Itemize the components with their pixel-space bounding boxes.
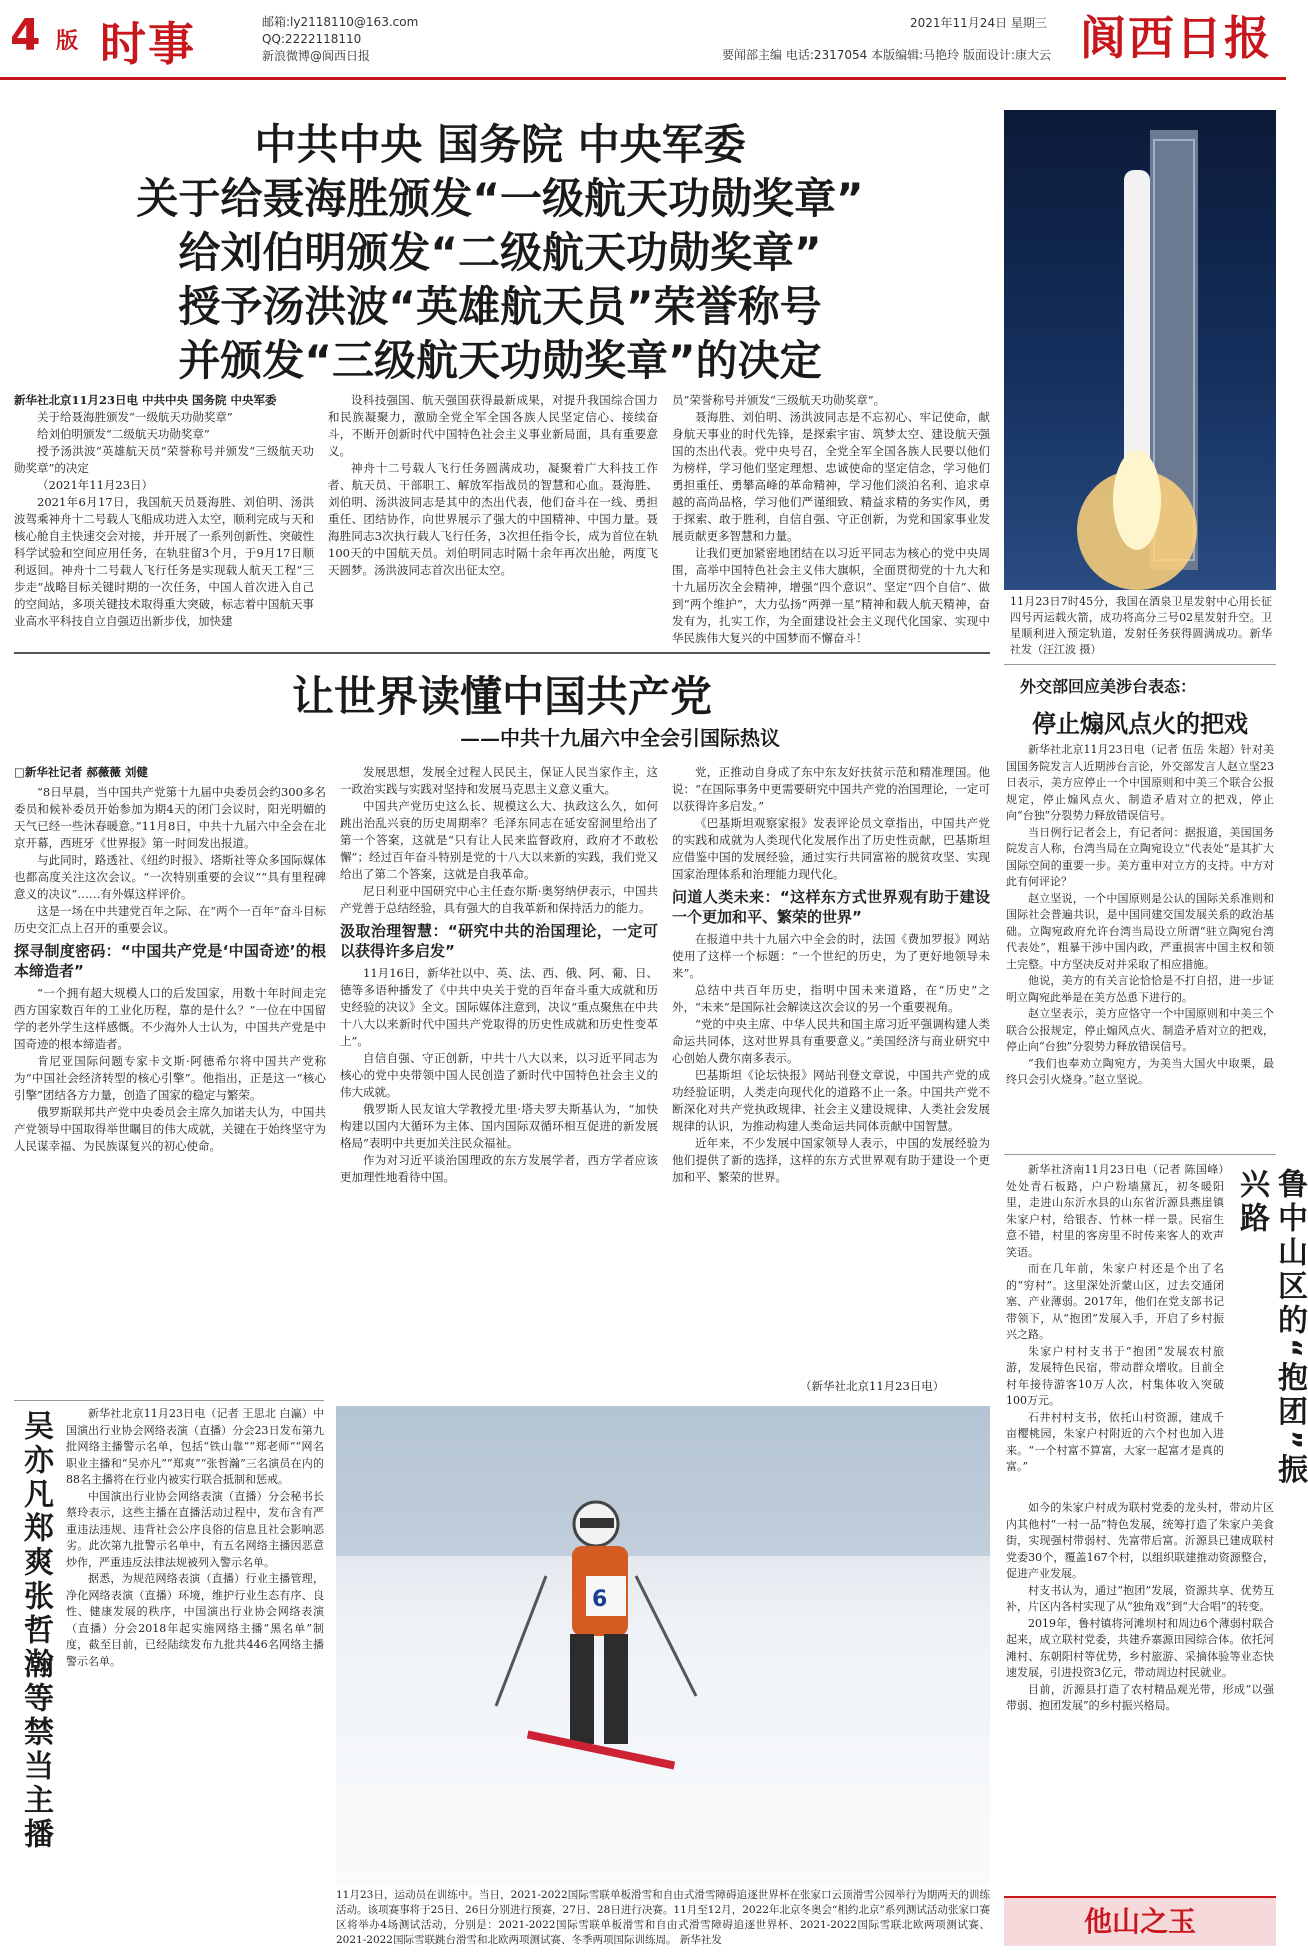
- lead-paragraph: 员”荣誉称号并颁发“三级航天功勋奖章”。: [672, 393, 886, 407]
- village-paragraph: 2019年，鲁村镇将河滩坝村和周边6个薄弱村联合起来，成立联村党委，共建乔寨源田园综合体。依托河滩村、东朝阳村等优势，乡村旅游、采摘体验等业态快速发展，引进投资3亿元，带动周边村民就业。: [1006, 1616, 1274, 1679]
- page-number: 4: [10, 10, 41, 61]
- article-paragraph: 党，正推动自身成了东中东友好扶贫示范和精准理国。他说：“在国际事务中更需要研究中国共产党的治国理论，一定可以获得许多启发。”: [672, 765, 990, 813]
- article-title: 让世界读懂中国共产党: [291, 672, 712, 721]
- article-paragraph: 《巴基斯坦观察家报》发表评论员文章指出，中国共产党的实践和成就为人类现代化发展作出了历史性贡献，巴基斯坦应借鉴中国的发展经验，通过实行共同富裕的脱贫攻坚、实现国家治理体系和治理能力现代化。: [672, 816, 990, 881]
- article-column-1: [14, 784, 326, 1394]
- lead-title-line: 给刘伯明颁发“二级航天功勋奖章”: [37, 427, 210, 441]
- lead-dateline: 新华社北京11月23日电 中共中央 国务院 中央军委: [14, 393, 277, 407]
- article-paragraph: 俄罗斯联邦共产党中央委员会主席久加诺夫认为，中国共产党领导中国取得举世瞩目的伟大成就，关键在于始终坚守为人民谋幸福、为民族谋复兴的初心使命。: [14, 1105, 326, 1153]
- launch-flame-core: [1113, 450, 1161, 550]
- lead-column-2: [328, 392, 658, 642]
- issue-date: 2021年11月24日 星期三: [910, 16, 1047, 30]
- lead-headline-line-2: 关于给聂海胜颁发“一级航天功勋奖章”: [136, 174, 864, 223]
- article-paragraph: 总结中共百年历史，指明中国未来道路，在“历史”之外，“未来”是国际社会解读这次会议的另一个重要视角。: [672, 983, 990, 1014]
- weibo: 新浪微博@阆西日报: [262, 49, 371, 63]
- bib-number: 6: [592, 1587, 608, 1612]
- masthead: [0, 0, 1286, 80]
- column-title: 他山之玉: [1083, 1905, 1196, 1938]
- article-subtitle: ——中共十九届六中全会引国际热议: [460, 726, 780, 750]
- skier-illustration: [336, 1406, 990, 1886]
- newspaper-logo: 阆西日报: [1080, 11, 1272, 65]
- village-title: 鲁中山区的“抱团”振兴路: [1234, 1168, 1307, 1488]
- article-paragraph: 近年来，不少发展中国家领导人表示，中国的发展经验为他们提供了新的选择，这样的东方式世界观有助于建设一个更加和平、繁荣的世界。: [672, 1136, 990, 1184]
- article-paragraph: 作为对习近平谈治国理政的东方发展学者，西方学者应该更加理性地看待中国。: [340, 1153, 658, 1184]
- article-subheading-2: 汲取治理智慧：“研究中共的治国理论，一定可以获得许多启发”: [340, 922, 658, 960]
- article-paragraph: 在报道中共十九届六中全会的时，法国《费加罗报》网站使用了这样一个标题：“一个世纪的历史，为了更好地领导未来”。: [672, 932, 990, 980]
- article-subheading-3: 问道人类未来：“这样东方式世界观有助于建设一个更加和平、繁荣的世界”: [672, 888, 990, 926]
- rebuttal-paragraph: “我们也奉劝立陶宛方，为美当大国火中取栗，最终只会引火烧身。”赵立坚说。: [1006, 1056, 1274, 1086]
- article-paragraph: 与此同时，路透社、《纽约时报》、塔斯社等众多国际媒体也都高度关注这次会议。“一次特别重要的会议”“具有里程碑意义的决议”……有外媒这样评价。: [14, 853, 326, 901]
- ski-pole-right: [636, 1576, 696, 1696]
- page-ban: 版: [56, 29, 79, 54]
- lead-headline-line-4: 授予汤洪波“英雄航天员”荣誉称号: [178, 282, 822, 331]
- section-name: 时事: [100, 17, 196, 71]
- lead-column-1: [14, 392, 314, 642]
- article-paragraph: 这是一场在中共建党百年之际、在“两个一百年”奋斗目标历史交汇点上召开的重要会议。: [14, 904, 326, 935]
- article-column-2: [340, 764, 658, 1394]
- lead-date: （2021年11月23日）: [37, 478, 154, 492]
- article-paragraph: “一个拥有超大规模人口的后发国家，用数十年时间走完西方国家数百年的工业化历程，靠的是什么？”一位在中国留学的老外学生这样感慨。不少海外人士认为，中国共产党是中国奇迹的根本缔造者。: [14, 986, 326, 1051]
- rebuttal-paragraph: 赵立坚说，一个中国原则是公认的国际关系准则和国际社会普遍共识，是中国同建交国发展关系的政治基础。立陶宛政府允许台湾当局设立所谓“驻立陶宛台湾代表处”，粗暴干涉中国内政，严重损害中国主权和领土完整。中方坚决反对并采取了相应措施。: [1006, 891, 1274, 971]
- ban-news-paragraph: 中国演出行业协会网络表演（直播）分会秘书长蔡玲表示，这些主播在直播活动过程中，发布含有严重违法违规、违背社会公序良俗的信息且社会影响恶劣。此次第九批警示名单中，有五名网络主播因恶意炒作，严重违反法律法规被列入警示名单。: [66, 1489, 324, 1569]
- ban-news-title: 吴亦凡郑爽张哲瀚等禁当主播: [18, 1410, 53, 1852]
- ban-news-paragraph: 据悉，为规范网络表演（直播）行业主播管理，净化网络表演（直播）环境，维护行业生态有序、良性、健康发展的秩序，中国演出行业协会网络表演（直播）分会2018年起实施网络主播“黑名单”制度，截至目前，已经陆续发布九批共446名网络主播警示名单。: [66, 1572, 324, 1668]
- village-paragraph: 石井村村支书，依托山村资源，建成千亩樱桃园，朱家户村附近的六个村也加入进来。“一个村富不算富，大家一起富才是真的富。”: [1006, 1410, 1224, 1473]
- rebuttal-title: 停止煽风点火的把戏: [1032, 710, 1248, 738]
- rocket-launch-photo: [1004, 110, 1276, 590]
- article-paragraph: 11月16日，新华社以中、英、法、西、俄、阿、葡、日、德等多语种播发了《中共中央关于党的百年奋斗重大成就和历史经验的决议》全文。国际媒体注意到，决议“重点聚焦在中共十八大以来新时代中国共产党取得的历史性成就和历史性变革上”。: [340, 966, 658, 1048]
- divider: [1004, 664, 1276, 665]
- skier-goggles: [580, 1518, 614, 1528]
- village-paragraph: 如今的朱家户村成为联村党委的龙头村，带动片区内其他村“一村一品”特色发展，统筹打造了朱家户美食街，实现强村带弱村、先富带后富。沂源县已建成联村党委30个，覆盖167个村，以组织联建推动资源整合，促进产业发展。: [1006, 1501, 1274, 1580]
- lead-headline-line-1: 中共中央 国务院 中央军委: [254, 120, 746, 169]
- article-end-note: （新华社北京11月23日电）: [800, 1379, 945, 1393]
- editor-line: 要闻部主编 电话:2317054 本版编辑:马艳玲 版面设计:康大云: [722, 48, 1052, 62]
- ban-news-paragraph: 新华社北京11月23日电（记者 王思北 白瀛）中国演出行业协会网络表演（直播）分会23日发布第九批网络主播警示名单，包括“铁山靠”“郑老师”“网名职业主播和“吴亦凡”“郑爽”“张哲瀚”三名演员在内的88名主播将在行业内被实行联合抵制和惩戒。: [66, 1407, 324, 1486]
- village-paragraph: 而在几年前，朱家户村还是个出了名的“穷村”。这里深处沂蒙山区，过去交通闭塞、产业薄弱。2017年，他们在党支部书记带领下，从“抱团”发展入手，开启了乡村振兴之路。: [1006, 1262, 1224, 1341]
- divider: [14, 652, 990, 654]
- village-paragraph: 朱家户村村支书于“抱团”发展农村旅游，发展特色民宿，带动群众增收。目前全村年接待游客10万人次，村集体收入突破100万元。: [1006, 1344, 1224, 1407]
- lead-paragraph: 设科技强国、航天强国获得最新成果，对提升我国综合国力和民族凝聚力，激励全党全军全国各族人民坚定信心、接续奋斗，不断开创新时代中国特色社会主义事业新局面，具有重要意义。: [328, 393, 658, 458]
- ban-news-body: [66, 1406, 324, 1946]
- article-column-3: [672, 764, 990, 1376]
- lead-paragraph: 神舟十二号载人飞行任务圆满成功，凝聚着广大科技工作者、航天员、干部职工、解放军指战员的智慧和心血。聂海胜、刘伯明、汤洪波同志是其中的杰出代表，他们奋斗在一线、勇担重任、团结协作，向世界展示了强大的中国精神、中国力量。聂海胜同志3次执行载人飞行任务，3次担任指令长，成为首位在轨100天的中国航天员。刘伯明同志时隔十余年再次出舱，两度飞天圆梦。汤洪波同志首次出征太空。: [328, 461, 658, 577]
- rebuttal-body: [1006, 742, 1274, 1150]
- skier-photo: [336, 1406, 990, 1886]
- rocket-body: [1124, 170, 1150, 470]
- divider: [14, 1400, 324, 1401]
- lead-paragraph: 聂海胜、刘伯明、汤洪波同志是不忘初心、牢记使命，献身航天事业的时代先锋，是探索宇宙、筑梦太空、建设航天强国的杰出代表。党中央号召，全党全军全国各族人民要以他们为榜样，学习他们坚定理想、忠诚使命的坚定信念，学习他们勇担重任、勇攀高峰的革命精神，学习他们淡泊名利、追求卓越的高尚品格，学习他们严谨细致、精益求精的务实作风，勇于探索、敢于胜利，自信自强、守正创新，为党和国家事业发展贡献更多智慧和力量。: [672, 410, 990, 543]
- village-paragraph: 新华社济南11月23日电（记者 陈国峰）处处青石板路，户户粉墙黛瓦，初冬暖阳里，走进山东沂水县的山东省沂源县燕崖镇朱家户村，给银杏、竹林一样一景。民宿生意不错，村里的客房里不时传来客人的欢声笑语。: [1006, 1163, 1224, 1259]
- village-paragraph: 村支书认为，通过“抱团”发展，资源共享、优势互补，片区内各村实现了从“独角戏”到“大合唱”的转变。: [1006, 1583, 1274, 1613]
- skier-leg-right: [604, 1634, 628, 1744]
- article-paragraph: “党的中央主席、中华人民共和国主席习近平强调构建人类命运共同体，这对世界具有重要意义。”美国经济与商业研究中心创始人费尔南多表示。: [672, 1017, 990, 1065]
- article-subheading-1: 探寻制度密码：“中国共产党是‘中国奇迹’的根本缔造者”: [14, 942, 326, 980]
- article-paragraph: 自信自强、守正创新，中共十八大以来，以习近平同志为核心的党中央带领中国人民创造了新时代中国特色社会主义的伟大成就。: [340, 1051, 658, 1099]
- lead-column-3: [672, 392, 990, 645]
- rebuttal-paragraph: 新华社北京11月23日电（记者 伍岳 朱超）针对美国国务院发言人近期涉台言论，外交部发言人赵立坚23日表示，美方应停止一个中国原则和中美三个联合公报规定，停止煽风点火、制造矛盾对立的把戏，停止向“台独”分裂势力释放错误信号。: [1006, 743, 1274, 822]
- lead-paragraph: 2021年6月17日，我国航天员聂海胜、刘伯明、汤洪波驾乘神舟十二号载人飞船成功进入太空，顺利完成与天和核心舱自主快速交会对接，并开展了一系列创新性、突破性科学试验和空间应用任务，在轨驻留3个月，于9月17日顺利返回。神舟十二号载人飞行任务是实现载人航天工程“三步走”战略目标关键时期的一次任务，中国人首次进入自己的空间站，多项关键技术取得重大突破，标志着中国航天事业高水平科技自立自强迈出新步伐，加快建: [14, 495, 314, 628]
- lead-paragraph: 让我们更加紧密地团结在以习近平同志为核心的党中央周围，高举中国特色社会主义伟大旗帜，全面贯彻党的十九大和十九届历次全会精神，增强“四个意识”、坚定“四个自信”、做到“两个维护”，大力弘扬“两弹一星”精神和载人航天精神，奋发有为，扎实工作，为全面建设社会主义现代化国家、实现中华民族伟大复兴的中国梦而不懈奋斗！: [672, 546, 990, 645]
- rebuttal-kicker: 外交部回应美涉台表态：: [1020, 677, 1197, 696]
- lead-headline-line-3: 给刘伯明颁发“二级航天功勋奖章”: [178, 228, 822, 277]
- ski-photo-caption: 11月23日，运动员在训练中。当日，2021-2022国际雪联单板滑雪和自由式滑雪障碍追逐世界杯在张家口云顶滑雪公园举行为期两天的训练活动。该项赛事将于25日、26日分别进行预赛，27日、28日进行决赛。11月至12月，2022年北京冬奥会“相约北京”系列测试活动张家口赛区将举办4场测试活动，分别是：2021-2022国际雪联单板滑雪和自由式滑雪障碍追逐世界杯、2021-2022国际雪联北欧两项测试赛、2021-2022国际雪联跳台滑雪和北欧两项测试赛、冬季两项国际训练周。 新华社发: [336, 1889, 990, 1946]
- ski: [527, 1730, 675, 1769]
- lead-title-line: 关于给聂海胜颁发“一级航天功勋奖章”: [37, 410, 233, 424]
- village-body-top: [1006, 1162, 1224, 1492]
- background-trees: [336, 1406, 990, 1556]
- village-body-bottom: [1006, 1500, 1274, 1888]
- article-paragraph: “8日早晨，当中国共产党第十九届中央委员会约300多名委员和候补委员开始参加为期4天的闭门会议时，阳光明媚的天气已经一些沐春暖意。”11月8日，中共十九届六中全会在北京开幕，西班牙《世界报》第一时间发出报道。: [14, 785, 326, 850]
- qq: QQ:2222118110: [262, 32, 362, 46]
- lead-title-line: 授予汤洪波“英雄航天员”荣誉称号并颁发“三级航天功勋奖章”的决定: [14, 444, 314, 475]
- rebuttal-paragraph: 赵立坚表示，美方应恪守一个中国原则和中美三个联合公报规定，停止煽风点火、制造矛盾对立的把戏，停止向“台独”分裂势力释放错误信号。: [1006, 1007, 1274, 1053]
- article-paragraph: 发展思想，发展全过程人民民主，保证人民当家作主，这一政治实践与实践对坚持和发展马克思主义意义重大。: [340, 765, 658, 796]
- article-paragraph: 尼日利亚中国研究中心主任查尔斯·奥努纳伊表示，中国共产党善于总结经验，具有强大的自我革新和保持活力的能力。: [340, 884, 658, 915]
- skier-leg-left: [570, 1634, 594, 1744]
- email: 邮箱:ly2118110@163.com: [262, 15, 419, 29]
- article-paragraph: 肯尼亚国际问题专家卡文斯·阿德希尔将中国共产党称为“中国社会经济转型的核心引擎”。他指出，正是这一“核心引擎”团结各方力量，创造了国家的稳定与繁荣。: [14, 1054, 326, 1102]
- article-paragraph: 巴基斯坦《论坛快报》网站刊登文章说，中国共产党的成功经验证明，人类走向现代化的道路不止一条。中国共产党不断深化对共产党执政规律、社会主义建设规律、人类社会发展规律的认识，为推动构建人类命运共同体贡献中国智慧。: [672, 1068, 990, 1133]
- lead-headline-line-5: 并颁发“三级航天功勋奖章”的决定: [178, 336, 822, 385]
- rebuttal-paragraph: 当日例行记者会上，有记者问：据报道，美国国务院发言人称，台湾当局在立陶宛设立“代表处”是其扩大国际空间的重要一步。美方重申对立方的支持。中方对此有何评论？: [1006, 825, 1274, 888]
- ski-pole-left: [496, 1576, 546, 1706]
- article-byline: □新华社记者 郝薇薇 刘健: [14, 765, 148, 779]
- column-banner: [1004, 1896, 1276, 1946]
- article-paragraph: 中国共产党历史这么长、规模这么大、执政这么久，如何跳出治乱兴衰的历史周期率？毛泽东同志在延安窑洞里给出了第一个答案，这就是“只有让人民来监督政府，政府才不敢松懈”；经过百年奋斗特别是党的十八大以来新的实践，我们党又给出了第二个答案，这就是自我革命。: [340, 799, 658, 881]
- article-paragraph: 俄罗斯人民友谊大学教授尤里·塔夫罗夫斯基认为，“加快构建以国内大循环为主体、国内国际双循环相互促进的新发展格局”表明中共更加关注民众福祉。: [340, 1102, 658, 1150]
- rebuttal-paragraph: 他说，美方的有关言论恰恰是不打自招，进一步证明立陶宛此举是在美方怂恿下进行的。: [1006, 974, 1274, 1004]
- contact-info: [262, 14, 418, 65]
- rocket-photo-caption: 11月23日7时45分，我国在酒泉卫星发射中心用长征四号丙运载火箭，成功将高分三号02星发射升空。卫星顺利进入预定轨道，发射任务获得圆满成功。新华社发（汪江波 摄）: [1010, 595, 1272, 656]
- rocket-launch-illustration: [1004, 110, 1276, 590]
- village-paragraph: 目前，沂源县打造了农村精品观光带，形成“以强带弱、抱团发展”的乡村振兴格局。: [1006, 1682, 1274, 1712]
- divider: [1004, 1154, 1276, 1155]
